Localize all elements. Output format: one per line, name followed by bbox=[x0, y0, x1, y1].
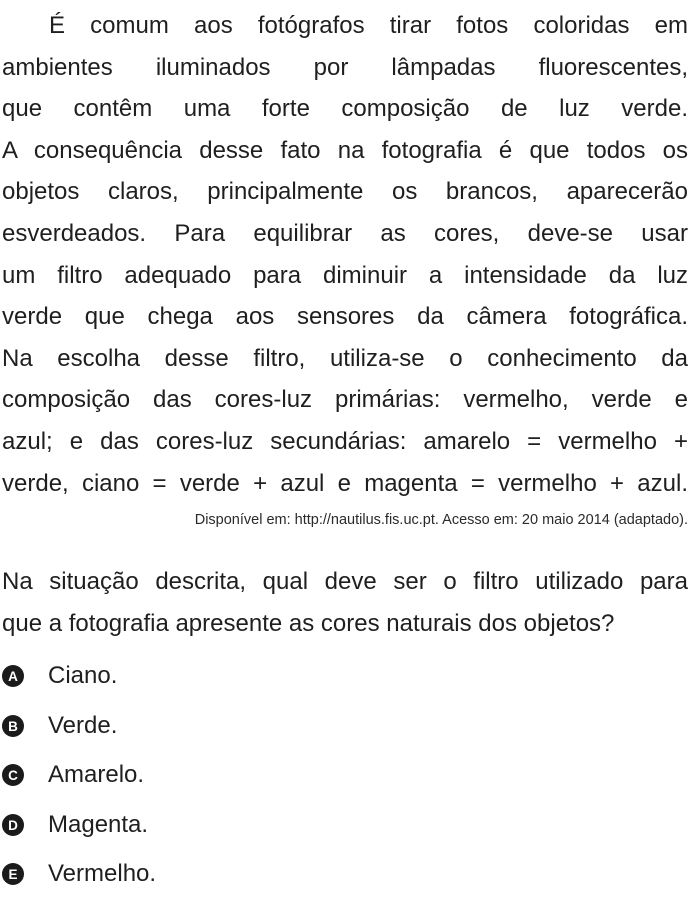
passage-text bbox=[2, 5, 688, 504]
passage-line: azul; e das cores-luz secundárias: amarelo = vermelho + bbox=[2, 427, 688, 455]
passage-line: esverdeados. Para equilibrar as cores, deve-se usar bbox=[2, 219, 688, 247]
question-stem bbox=[2, 561, 688, 644]
passage-line: verde que chega aos sensores da câmera fotográfica. bbox=[2, 303, 688, 331]
passage-line: verde, ciano = verde + azul e magenta = vermelho + azul. bbox=[2, 469, 688, 497]
option-b[interactable] bbox=[2, 706, 117, 746]
option-e[interactable] bbox=[2, 854, 156, 894]
option-letter-badge: E bbox=[2, 863, 24, 885]
option-text: Amarelo. bbox=[48, 761, 145, 788]
passage-line: um filtro adequado para diminuir a intensidade da luz bbox=[2, 261, 688, 289]
option-text: Magenta. bbox=[48, 811, 149, 838]
option-d[interactable] bbox=[2, 805, 148, 845]
option-letter-badge: A bbox=[2, 665, 24, 687]
passage-line: A consequência desse fato na fotografia é que todos os bbox=[2, 136, 688, 164]
option-c[interactable] bbox=[2, 755, 144, 795]
option-letter-badge: B bbox=[2, 715, 24, 737]
passage-line: Na escolha desse filtro, utiliza-se o conhecimento da bbox=[2, 344, 688, 372]
option-text: Verde. bbox=[48, 712, 118, 739]
passage-line: ambientes iluminados por lâmpadas fluorescentes, bbox=[2, 53, 688, 81]
passage-line: que contêm uma forte composição de luz verde. bbox=[2, 95, 688, 123]
option-letter-badge: D bbox=[2, 814, 24, 836]
passage-line: composição das cores-luz primárias: vermelho, verde e bbox=[2, 386, 688, 414]
option-text: Vermelho. bbox=[48, 860, 157, 887]
option-a[interactable] bbox=[2, 656, 117, 696]
option-letter-badge: C bbox=[2, 764, 24, 786]
question-line: que a fotografia apresente as cores naturais dos objetos? bbox=[2, 609, 615, 637]
option-text: Ciano. bbox=[48, 662, 118, 689]
passage-line: objetos claros, principalmente os brancos, aparecerão bbox=[2, 178, 688, 206]
source-citation: Disponível em: http://nautilus.fis.uc.pt. Acesso em: 20 maio 2014 (adaptado). bbox=[194, 512, 688, 528]
question-line: Na situação descrita, qual deve ser o filtro utilizado para bbox=[2, 568, 688, 595]
passage-line: É comum aos fotógrafos tirar fotos coloridas em bbox=[49, 12, 688, 39]
